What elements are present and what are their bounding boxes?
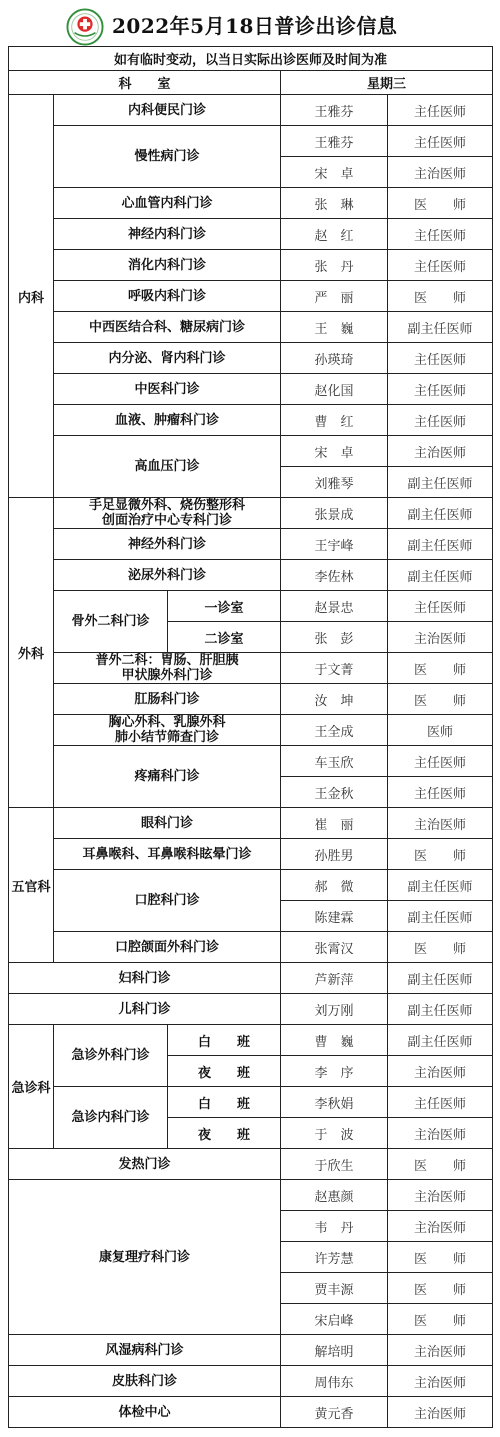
doctor-name: 李佐林 — [281, 560, 388, 591]
doctor-title: 主治医师 — [388, 622, 493, 653]
doctor-title: 副主任医师 — [388, 963, 493, 994]
table-row — [9, 219, 493, 250]
clinic-name: 耳鼻喉科、耳鼻喉科眩晕门诊 — [54, 839, 281, 870]
notice-text: 如有临时变动，以当日实际出诊医师及时间为准 — [9, 47, 493, 71]
clinic-name: 中医科门诊 — [54, 374, 281, 405]
doctor-title: 主任医师 — [388, 777, 493, 808]
doctor-title: 医 师 — [388, 932, 493, 963]
table-row — [9, 312, 493, 343]
clinic-name: 神经外科门诊 — [54, 529, 281, 560]
doctor-title: 副主任医师 — [388, 467, 493, 498]
clinic-name: 神经内科门诊 — [54, 219, 281, 250]
table-row — [9, 591, 493, 622]
shift-label: 夜 班 — [168, 1118, 281, 1149]
doctor-name: 韦 丹 — [281, 1211, 388, 1242]
clinic-name: 呼吸内科门诊 — [54, 281, 281, 312]
sub-room: 二诊室 — [168, 622, 281, 653]
table-row — [9, 963, 493, 994]
doctor-title: 主任医师 — [388, 250, 493, 281]
doctor-name: 李秋娟 — [281, 1087, 388, 1118]
doctor-title: 主任医师 — [388, 343, 493, 374]
doctor-name: 孙胜男 — [281, 839, 388, 870]
doctor-title: 主治医师 — [388, 1118, 493, 1149]
shift-label: 白 班 — [168, 1025, 281, 1056]
doctor-title: 副主任医师 — [388, 529, 493, 560]
clinic-name: 血液、肿瘤科门诊 — [54, 405, 281, 436]
doctor-name: 宋 卓 — [281, 157, 388, 188]
doctor-title: 医 师 — [388, 1304, 493, 1335]
doctor-name: 王雅芬 — [281, 95, 388, 126]
clinic-name: 内科便民门诊 — [54, 95, 281, 126]
clinic-name: 骨外二科门诊 — [54, 591, 168, 653]
table-row — [9, 281, 493, 312]
notice-row — [9, 47, 493, 71]
page-header — [0, 0, 500, 46]
doctor-title: 副主任医师 — [388, 1025, 493, 1056]
clinic-name: 眼科门诊 — [54, 808, 281, 839]
table-row — [9, 436, 493, 467]
doctor-name: 张 丹 — [281, 250, 388, 281]
doctor-name: 车玉欣 — [281, 746, 388, 777]
doctor-title: 医 师 — [388, 1149, 493, 1180]
doctor-name: 张景成 — [281, 498, 388, 529]
table-row — [9, 529, 493, 560]
clinic-name: 发热门诊 — [9, 1149, 281, 1180]
doctor-name: 郝 微 — [281, 870, 388, 901]
doctor-title: 主任医师 — [388, 374, 493, 405]
doctor-name: 芦新萍 — [281, 963, 388, 994]
doctor-title: 主任医师 — [388, 219, 493, 250]
doctor-name: 刘万刚 — [281, 994, 388, 1025]
table-row — [9, 994, 493, 1025]
table-row — [9, 932, 493, 963]
clinic-name: 妇科门诊 — [9, 963, 281, 994]
doctor-title: 医 师 — [388, 281, 493, 312]
doctor-title: 主治医师 — [388, 1211, 493, 1242]
clinic-name: 儿科门诊 — [9, 994, 281, 1025]
clinic-name: 体检中心 — [9, 1397, 281, 1428]
table-row — [9, 1397, 493, 1428]
doctor-name: 陈建霖 — [281, 901, 388, 932]
table-row — [9, 1087, 493, 1118]
doctor-name: 于 波 — [281, 1118, 388, 1149]
clinic-name: 肛肠科门诊 — [54, 684, 281, 715]
table-row — [9, 560, 493, 591]
hospital-logo-icon — [66, 8, 104, 46]
doctor-title: 主治医师 — [388, 1366, 493, 1397]
doctor-name: 贾丰源 — [281, 1273, 388, 1304]
doctor-title: 主治医师 — [388, 1180, 493, 1211]
table-row — [9, 1180, 493, 1211]
table-row — [9, 1366, 493, 1397]
table-row — [9, 870, 493, 901]
doctor-title: 副主任医师 — [388, 901, 493, 932]
doctor-name: 王 巍 — [281, 312, 388, 343]
table-row — [9, 808, 493, 839]
table-row — [9, 684, 493, 715]
table-row — [9, 653, 493, 684]
category-cell: 外科 — [9, 498, 54, 808]
header-day: 星期三 — [281, 71, 493, 95]
doctor-name: 于欣生 — [281, 1149, 388, 1180]
doctor-name: 张 琳 — [281, 188, 388, 219]
doctor-title: 主治医师 — [388, 1056, 493, 1087]
shift-label: 夜 班 — [168, 1056, 281, 1087]
doctor-name: 刘雅琴 — [281, 467, 388, 498]
doctor-title: 主治医师 — [388, 157, 493, 188]
doctor-title: 医 师 — [388, 188, 493, 219]
doctor-name: 崔 丽 — [281, 808, 388, 839]
doctor-name: 许芳慧 — [281, 1242, 388, 1273]
doctor-title: 主任医师 — [388, 95, 493, 126]
doctor-name: 宋启峰 — [281, 1304, 388, 1335]
clinic-name: 康复理疗科门诊 — [9, 1180, 281, 1335]
doctor-title: 副主任医师 — [388, 994, 493, 1025]
category-cell: 内科 — [9, 95, 54, 498]
doctor-name: 黄元香 — [281, 1397, 388, 1428]
clinic-name: 高血压门诊 — [54, 436, 281, 498]
doctor-title: 主任医师 — [388, 591, 493, 622]
doctor-title: 主任医师 — [388, 405, 493, 436]
table-row — [9, 188, 493, 219]
doctor-title: 副主任医师 — [388, 870, 493, 901]
clinic-name: 口腔颌面外科门诊 — [54, 932, 281, 963]
doctor-title: 医 师 — [388, 684, 493, 715]
doctor-name: 王雅芬 — [281, 126, 388, 157]
doctor-name: 于文菁 — [281, 653, 388, 684]
clinic-name: 内分泌、肾内科门诊 — [54, 343, 281, 374]
table-row — [9, 405, 493, 436]
doctor-title: 主治医师 — [388, 1397, 493, 1428]
clinic-name: 胸心外科、乳腺外科 肺小结节筛查门诊 — [54, 715, 281, 746]
doctor-title: 医 师 — [388, 839, 493, 870]
table-row — [9, 498, 493, 529]
doctor-name: 王金秋 — [281, 777, 388, 808]
table-row — [9, 95, 493, 126]
table-row — [9, 839, 493, 870]
doctor-title: 主任医师 — [388, 746, 493, 777]
clinic-name: 口腔科门诊 — [54, 870, 281, 932]
clinic-name: 中西医结合科、糖尿病门诊 — [54, 312, 281, 343]
table-row — [9, 1335, 493, 1366]
doctor-name: 严 丽 — [281, 281, 388, 312]
clinic-name: 疼痛科门诊 — [54, 746, 281, 808]
clinic-name: 急诊内科门诊 — [54, 1087, 168, 1149]
clinic-name: 皮肤科门诊 — [9, 1366, 281, 1397]
doctor-title: 主任医师 — [388, 126, 493, 157]
header-department: 科 室 — [9, 71, 281, 95]
doctor-name: 张 彭 — [281, 622, 388, 653]
shift-label: 白 班 — [168, 1087, 281, 1118]
doctor-title: 主任医师 — [388, 1087, 493, 1118]
page-title: 2022年5月18日普诊出诊信息 — [112, 14, 398, 38]
sub-room: 一诊室 — [168, 591, 281, 622]
clinic-name: 心血管内科门诊 — [54, 188, 281, 219]
doctor-title: 副主任医师 — [388, 560, 493, 591]
doctor-title: 医 师 — [388, 653, 493, 684]
table-row — [9, 126, 493, 157]
doctor-title: 医 师 — [388, 1273, 493, 1304]
doctor-title: 医师 — [388, 715, 493, 746]
clinic-name: 消化内科门诊 — [54, 250, 281, 281]
clinic-name: 风湿病科门诊 — [9, 1335, 281, 1366]
doctor-name: 李 序 — [281, 1056, 388, 1087]
doctor-title: 医 师 — [388, 1242, 493, 1273]
table-row — [9, 715, 493, 746]
table-row — [9, 250, 493, 281]
doctor-name: 汝 坤 — [281, 684, 388, 715]
doctor-name: 张霄汉 — [281, 932, 388, 963]
doctor-name: 曹 巍 — [281, 1025, 388, 1056]
doctor-title: 副主任医师 — [388, 312, 493, 343]
doctor-title: 主治医师 — [388, 808, 493, 839]
doctor-name: 赵惠颜 — [281, 1180, 388, 1211]
clinic-name: 普外二科：胃肠、肝胆胰 甲状腺外科门诊 — [54, 653, 281, 684]
clinic-name: 手足显微外科、烧伤整形科 创面治疗中心专科门诊 — [54, 498, 281, 529]
table-row — [9, 1149, 493, 1180]
doctor-name: 王宇峰 — [281, 529, 388, 560]
doctor-name: 解培明 — [281, 1335, 388, 1366]
doctor-name: 赵景忠 — [281, 591, 388, 622]
clinic-name: 泌尿外科门诊 — [54, 560, 281, 591]
doctor-title: 主治医师 — [388, 1335, 493, 1366]
doctor-name: 曹 红 — [281, 405, 388, 436]
doctor-name: 孙瑛琦 — [281, 343, 388, 374]
table-row — [9, 343, 493, 374]
table-row — [9, 1025, 493, 1056]
table-row — [9, 374, 493, 405]
doctor-title: 副主任医师 — [388, 498, 493, 529]
doctor-name: 王全成 — [281, 715, 388, 746]
clinic-name: 急诊外科门诊 — [54, 1025, 168, 1087]
clinic-name: 慢性病门诊 — [54, 126, 281, 188]
doctor-name: 赵化国 — [281, 374, 388, 405]
doctor-name: 赵 红 — [281, 219, 388, 250]
category-cell: 急诊科 — [9, 1025, 54, 1149]
header-row — [9, 71, 493, 95]
category-cell: 五官科 — [9, 808, 54, 963]
schedule-table — [8, 46, 493, 1428]
table-row — [9, 746, 493, 777]
doctor-title: 主治医师 — [388, 436, 493, 467]
doctor-name: 周伟东 — [281, 1366, 388, 1397]
doctor-name: 宋 卓 — [281, 436, 388, 467]
